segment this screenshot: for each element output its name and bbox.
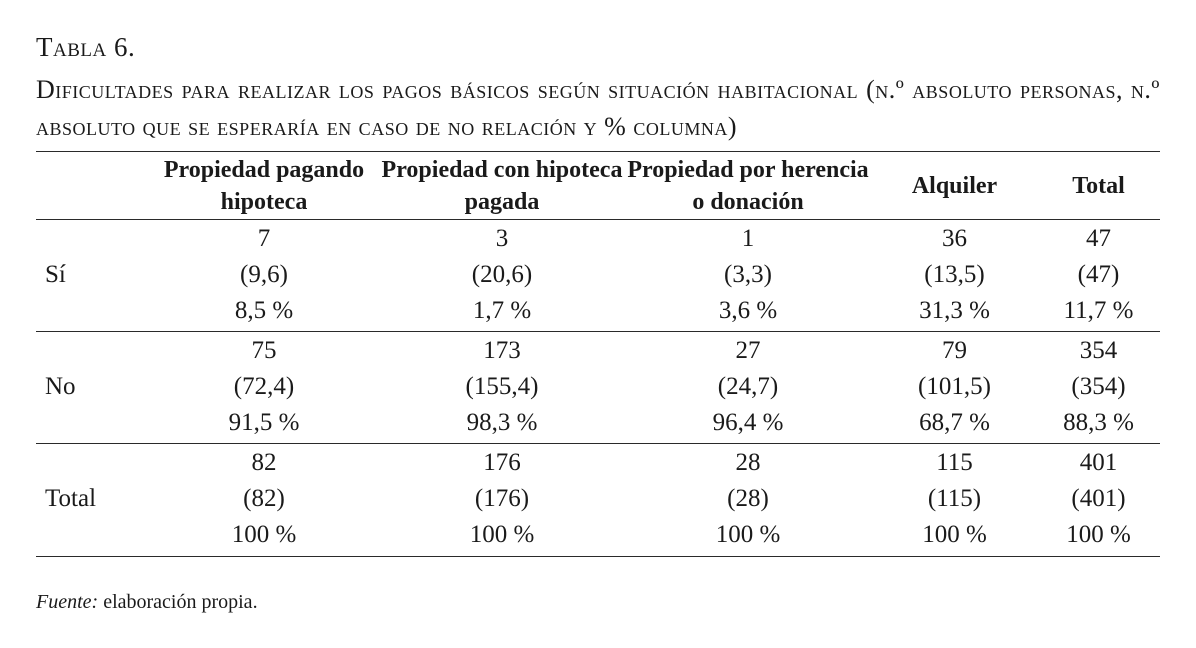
count-value: 28 (735, 449, 761, 476)
row-label: Total (45, 485, 97, 512)
header-cell: Propiedad con hipoteca pagada (381, 156, 623, 215)
header-cell: Propiedad por herencia o donación (627, 156, 869, 215)
percent-value: 96,4 % (712, 409, 784, 436)
table-cell (1037, 331, 1160, 443)
count-value: 1 (741, 225, 755, 252)
table-cell (148, 331, 380, 443)
percent-value: 100 % (469, 521, 535, 548)
header-cell: Alquiler (911, 172, 998, 199)
expected-value: (82) (243, 485, 285, 512)
percent-value: 100 % (231, 521, 297, 548)
percent-value: 88,3 % (1063, 409, 1134, 436)
expected-value: (176) (474, 485, 530, 512)
header-row (36, 152, 1160, 219)
table-label: Tabla 6. (36, 32, 136, 62)
table-cell (872, 331, 1037, 443)
table-cell (872, 443, 1037, 555)
count-value: 7 (257, 225, 271, 252)
count-value: 27 (735, 337, 761, 364)
header-cell: Total (1072, 172, 1125, 199)
percent-value: 100 % (715, 521, 781, 548)
source-label: Fuente: (36, 591, 99, 613)
expected-value: (20,6) (471, 261, 533, 288)
expected-value: (9,6) (240, 261, 288, 288)
percent-value: 100 % (1066, 521, 1131, 548)
table-cell (380, 443, 624, 555)
count-value: 79 (942, 337, 967, 364)
expected-value: (115) (927, 485, 982, 512)
table-cell (148, 219, 380, 331)
percent-value: 1,7 % (472, 297, 532, 324)
table-row (36, 331, 1160, 443)
count-value: 354 (1079, 337, 1118, 364)
count-value: 75 (251, 337, 277, 364)
table-cell (872, 219, 1037, 331)
table-cell (1037, 219, 1160, 331)
expected-value: (28) (727, 485, 769, 512)
table-cell (624, 219, 872, 331)
count-value: 173 (483, 337, 521, 364)
expected-value: (155,4) (465, 373, 539, 400)
percent-value: 8,5 % (234, 297, 294, 324)
row-label: Sí (45, 261, 66, 288)
percent-value: 100 % (922, 521, 987, 548)
count-value: 47 (1086, 225, 1111, 252)
row-label: No (45, 373, 76, 400)
count-value: 82 (251, 449, 277, 476)
count-value: 3 (495, 225, 509, 252)
table-cell (1037, 443, 1160, 555)
expected-value: (47) (1077, 261, 1120, 288)
percent-value: 11,7 % (1063, 297, 1134, 324)
expected-value: (72,4) (233, 373, 295, 400)
header-cell-empty (36, 152, 148, 219)
table-row (36, 219, 1160, 331)
table-row (36, 443, 1160, 555)
source-note (36, 591, 258, 614)
count-value: 115 (936, 449, 973, 476)
count-value: 401 (1079, 449, 1118, 476)
expected-value: (24,7) (717, 373, 779, 400)
expected-value: (3,3) (724, 261, 772, 288)
count-value: 176 (483, 449, 521, 476)
header-cell: Propiedad pagando hipoteca (163, 156, 365, 215)
count-value: 36 (942, 225, 967, 252)
expected-value: (101,5) (918, 373, 991, 400)
table-cell (148, 443, 380, 555)
table-cell (624, 331, 872, 443)
table-cell (380, 331, 624, 443)
source-text: elaboración propia. (103, 591, 258, 613)
expected-value: (401) (1071, 485, 1126, 512)
rule-bottom (36, 556, 1160, 557)
percent-value: 68,7 % (919, 409, 990, 436)
expected-value: (354) (1071, 373, 1126, 400)
data-table (36, 152, 1160, 555)
expected-value: (13,5) (924, 261, 985, 288)
table-cell (380, 219, 624, 331)
percent-value: 3,6 % (718, 297, 778, 324)
percent-value: 91,5 % (228, 409, 300, 436)
percent-value: 98,3 % (466, 409, 538, 436)
table-caption: Dificultades para realizar los pagos básicos según situación habitacional (n.º absoluto personas, n.º absoluto que se esperaría en caso de no relación y % columna) (36, 75, 1160, 141)
percent-value: 31,3 % (919, 297, 990, 324)
table-cell (624, 443, 872, 555)
